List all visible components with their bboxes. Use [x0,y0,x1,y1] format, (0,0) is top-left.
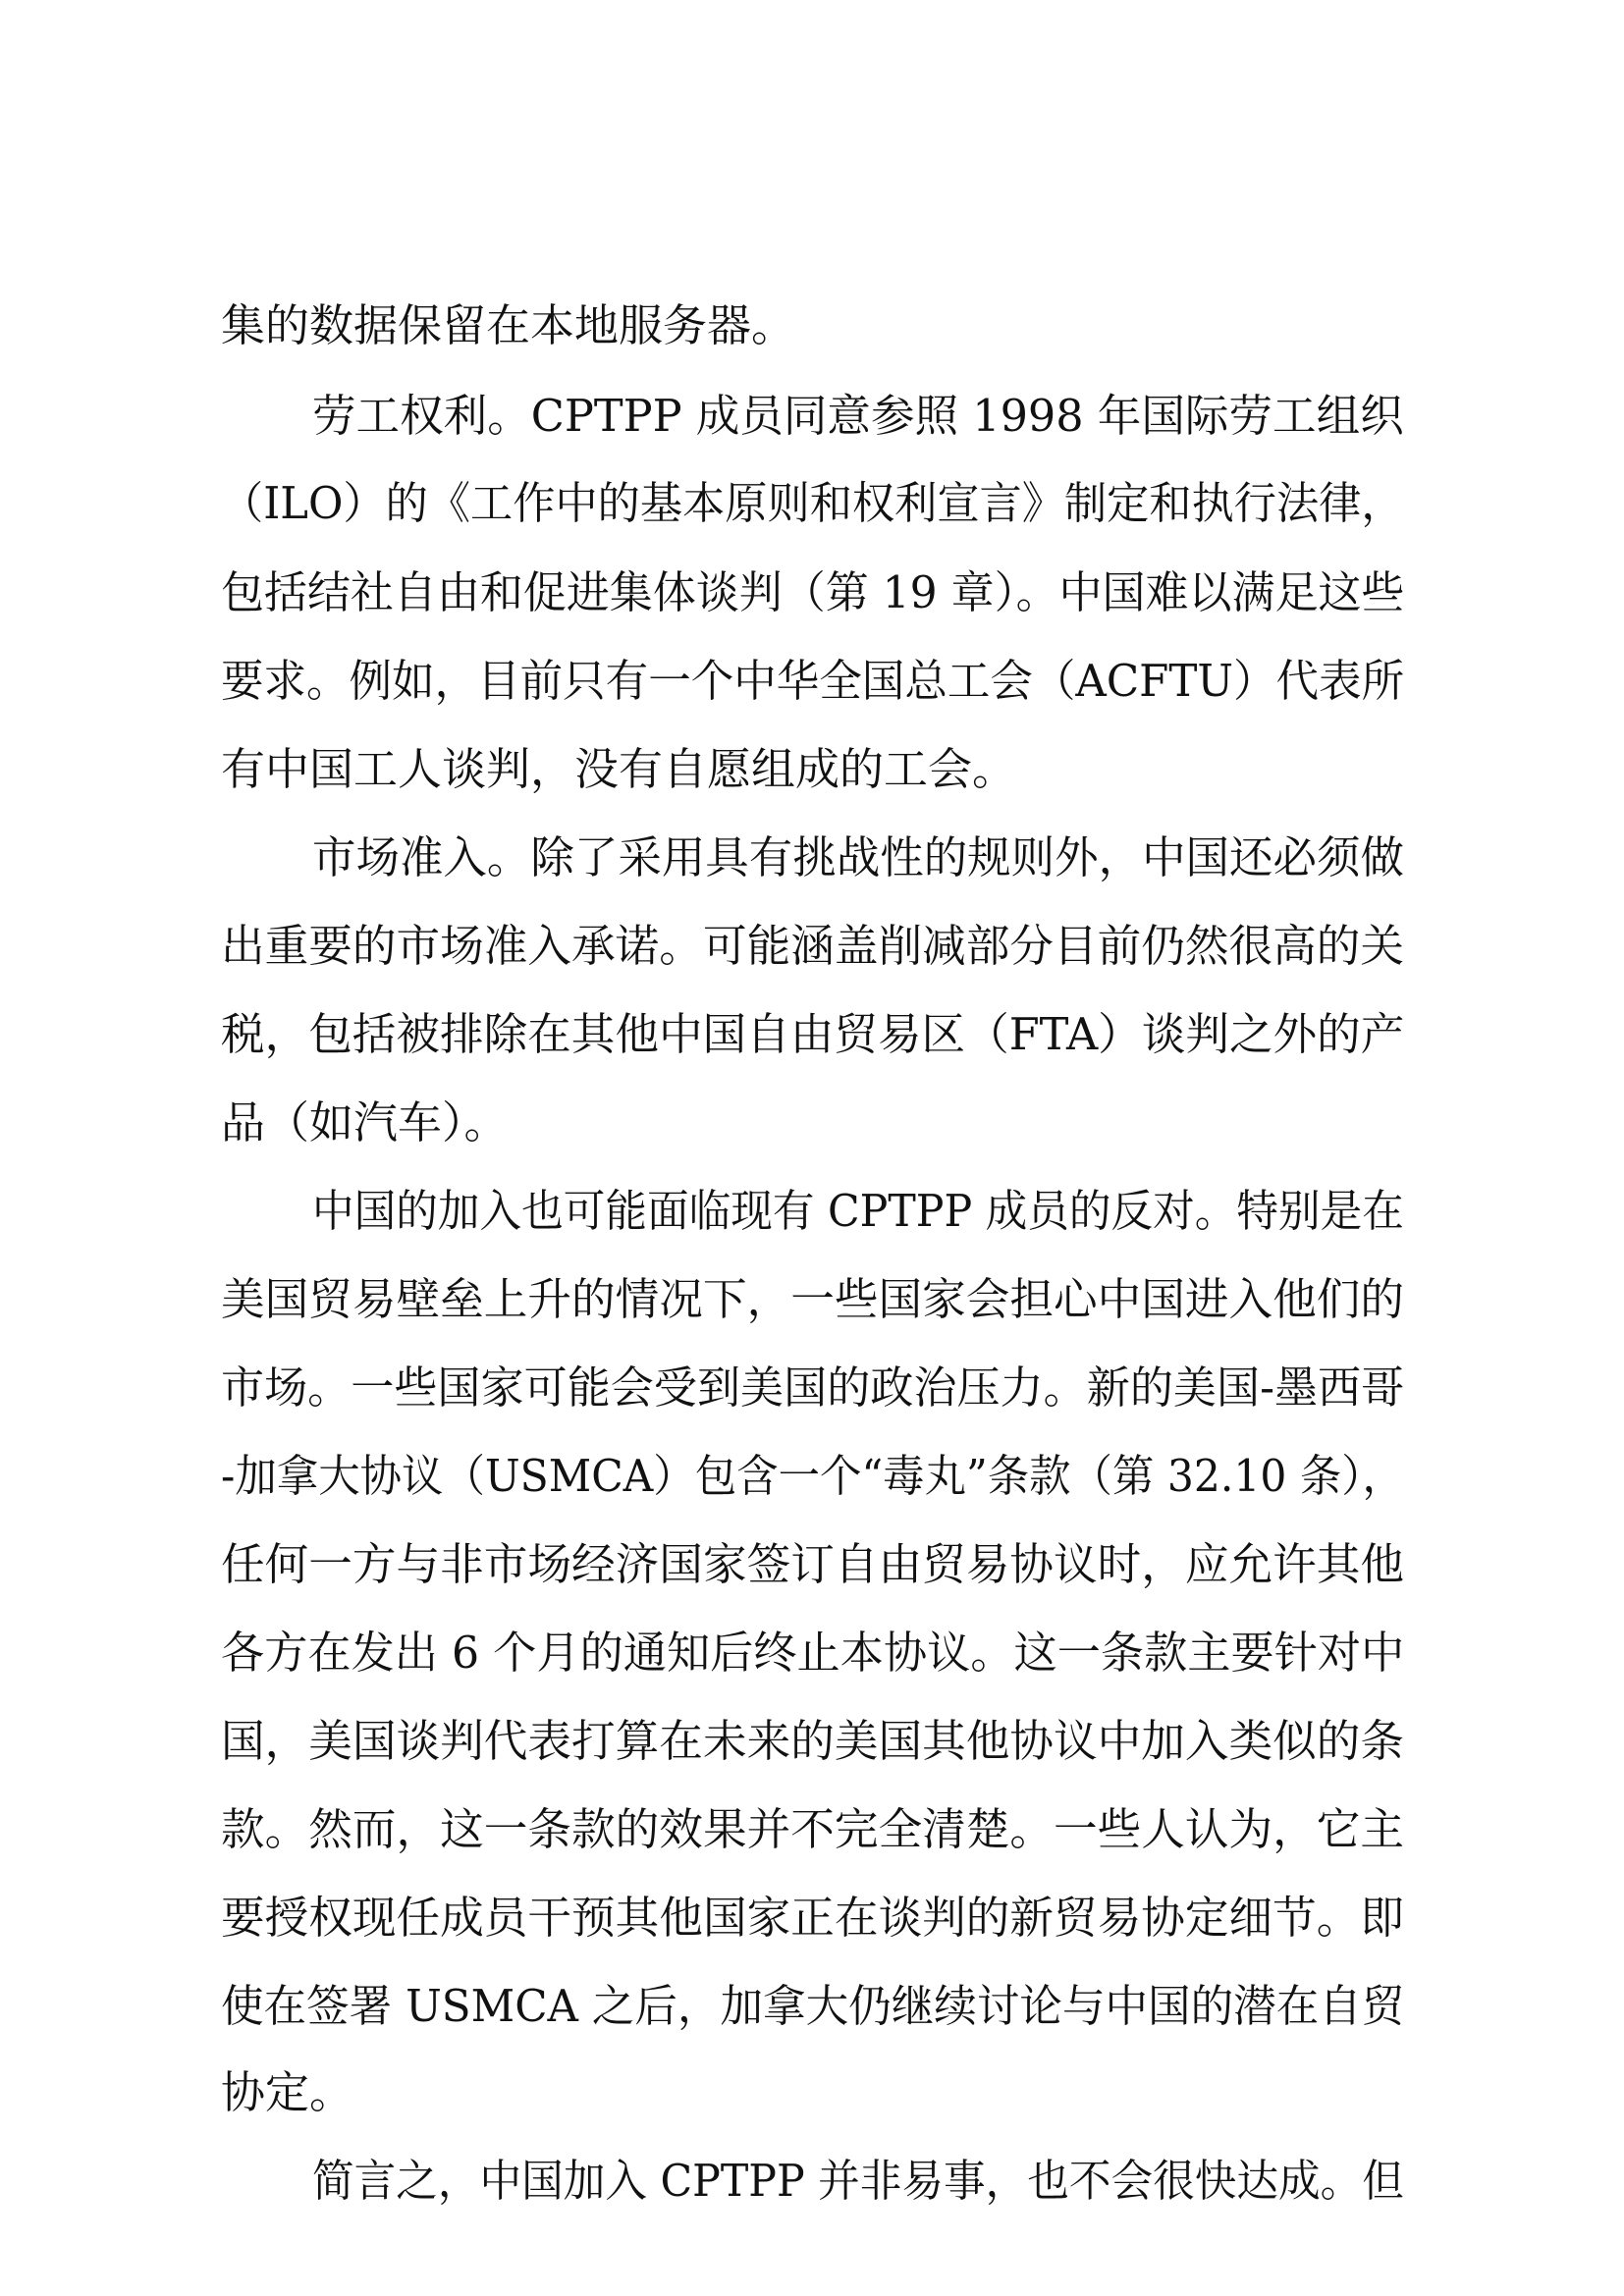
text-line: 品（如汽车）。 [221,1096,509,1148]
text-line: 任何一方与非市场经济国家签订自由贸易协议时，应允许其他 [221,1538,1405,1590]
text-line: 出重要的市场准入承诺。可能涵盖削减部分目前仍然很高的关 [221,920,1405,972]
text-line: 税，包括被排除在其他中国自由贸易区（FTA）谈判之外的产 [221,1008,1405,1060]
text-line: 市场准入。除了采用具有挑战性的规则外，中国还必须做 [312,831,1404,883]
text-line: 包括结社自由和促进集体谈判（第 19 章）。中国难以满足这些 [221,566,1405,618]
text-line: 劳工权利。CPTPP 成员同意参照 1998 年国际劳工组织 [312,390,1404,442]
text-line: 集的数据保留在本地服务器。 [221,299,796,351]
text-line: 要授权现任成员干预其他国家正在谈判的新贸易协定细节。即 [221,1892,1405,1944]
text-line: 简言之，中国加入 CPTPP 并非易事，也不会很快达成。但 [312,2155,1404,2207]
text-line: 市场。一些国家可能会受到美国的政治压力。新的美国-墨西哥 [221,1362,1405,1414]
text-line: 中国的加入也可能面临现有 CPTPP 成员的反对。特别是在 [312,1185,1404,1237]
text-line: 有中国工人谈判，没有自愿组成的工会。 [221,743,1017,795]
text-line: 协定。 [221,2066,354,2118]
text-line: 使在签署 USMCA 之后，加拿大仍继续讨论与中国的潜在自贸 [221,1980,1405,2032]
text-line: 要求。例如，目前只有一个中华全国总工会（ACFTU）代表所 [221,655,1405,707]
text-line: -加拿大协议（USMCA）包含一个“毒丸”条款（第 32.10 条）， [221,1450,1404,1502]
text-line: 国，美国谈判代表打算在未来的美国其他协议中加入类似的条 [221,1715,1405,1767]
text-line: （ILO）的《工作中的基本原则和权利宣言》制定和执行法律， [221,477,1404,529]
text-line: 美国贸易壁垒上升的情况下，一些国家会担心中国进入他们的 [221,1273,1405,1325]
text-line: 款。然而，这一条款的效果并不完全清楚。一些人认为，它主 [221,1803,1405,1855]
text-line: 各方在发出 6 个月的通知后终止本协议。这一条款主要针对中 [221,1627,1405,1679]
